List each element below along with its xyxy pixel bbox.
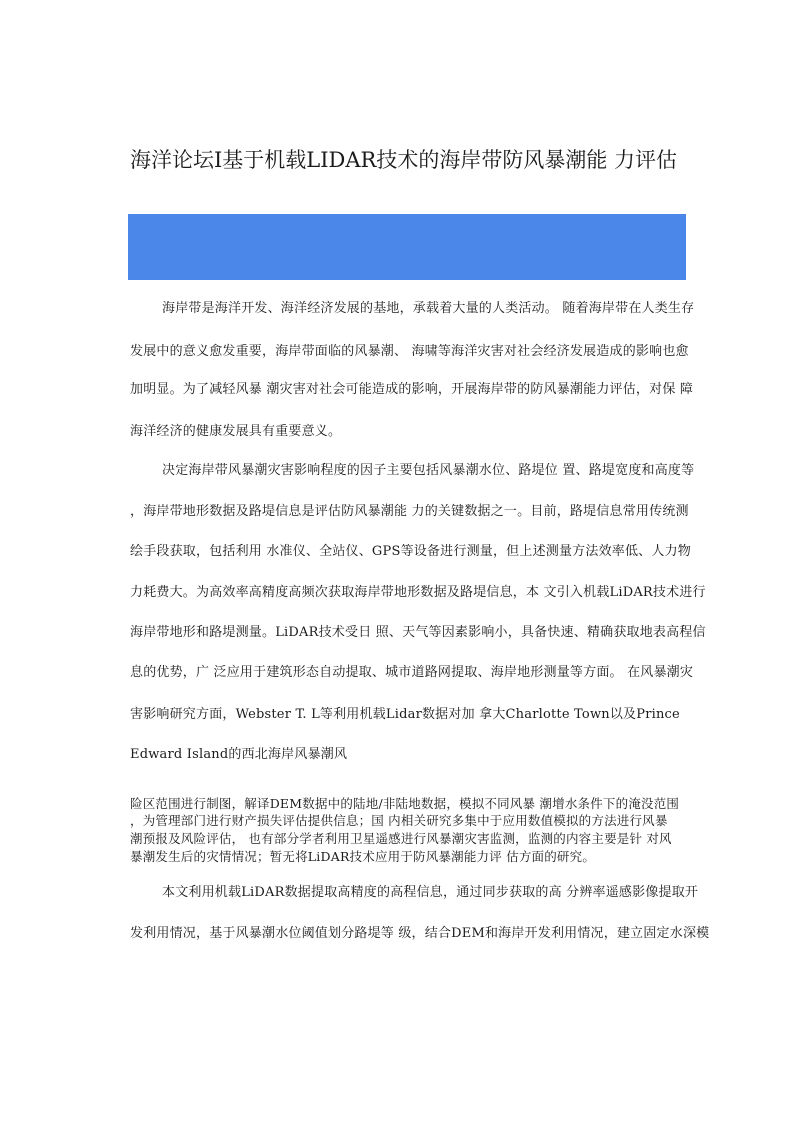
document-title: 海洋论坛I基于机载LIDAR技术的海岸带防风暴潮能 力评估 [130, 148, 678, 172]
paragraph-line: 海岸带是海洋开发、海洋经济发展的基地，承载着大量的人类活动。 随着海岸带在人类生存 [162, 301, 695, 316]
paragraph-line: 害影响研究方面，Webster T. L等利用机载Lidar数据对加 拿大Charlotte Town以及Prince [130, 707, 680, 722]
paragraph-line: 加明显。为了减轻风暴 潮灾害对社会可能造成的影响，开展海岸带的防风暴潮能力评估，对保 障 [130, 382, 694, 397]
paragraph-line: 息的优势，广 泛应用于建筑形态自动提取、城市道路网提取、海岸地形测量等方面。 在风暴潮灾 [130, 665, 694, 680]
paragraph-line: 发利用情况，基于风暴潮水位阈值划分路堤等 级，结合DEM和海岸开发利用情况，建立固定水深模 [130, 926, 710, 941]
paragraph-line: 力耗费大。为高效率高精度高频次获取海岸带地形数据及路堤信息，本 文引入机载LiDAR技术进行 [130, 585, 706, 600]
paragraph-line: 海岸带地形和路堤测量。LiDAR技术受日 照、天气等因素影响小，具备快速、精确获取地表高程信 [130, 625, 706, 640]
paragraph-line: 暴潮发生后的灾情情况；暂无将LiDAR技术应用于防风暴潮能力评 估方面的研究。 [130, 849, 596, 864]
paragraph-line: 本文利用机载LiDAR数据提取高精度的高程信息，通过同步获取的高 分辨率遥感影像提取开 [162, 885, 699, 900]
paragraph-line: 绘手段获取，包括利用 水准仪、全站仪、GPS等设备进行测量，但上述测量方法效率低、人力物 [130, 544, 691, 559]
paragraph-line: 险区范围进行制图，解译DEM数据中的陆地/非陆地数据，模拟不同风暴 潮增水条件下的淹没范围 [130, 796, 680, 811]
paragraph-line: ，海岸带地形数据及路堤信息是评估防风暴潮能 力的关键数据之一。目前，路堤信息常用传统测 [130, 504, 689, 519]
paragraph-line: 决定海岸带风暴潮灾害影响程度的因子主要包括风暴潮水位、路堤位 置、路堤宽度和高度等 [162, 463, 695, 478]
paragraph-line: 潮预报及风险评估， 也有部分学者利用卫星遥感进行风暴潮灾害监测，监测的内容主要是针 对风 [130, 831, 672, 846]
paragraph-line: 发展中的意义愈发重要，海岸带面临的风暴潮、 海啸等海洋灾害对社会经济发展造成的影响也愈 [130, 344, 689, 359]
paragraph-line: 海洋经济的健康发展具有重要意义。 [130, 424, 342, 439]
header-banner [128, 214, 686, 280]
paragraph-line: Edward Island的西北海岸风暴潮风 [130, 747, 348, 762]
paragraph-line: ，为管理部门进行财产损失评估提供信息；国 内相关研究多集中于应用数值模拟的方法进行风暴 [130, 813, 668, 828]
